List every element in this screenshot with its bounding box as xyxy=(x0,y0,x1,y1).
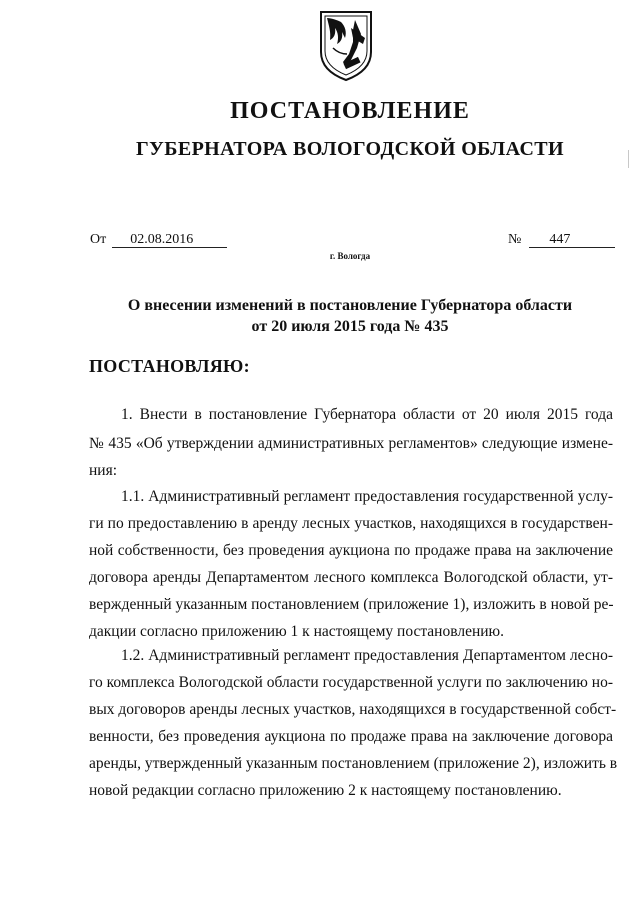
body-line: 1. Внести в постановление Губернатора области от 20 июля 2015 года xyxy=(121,406,613,423)
subject-line: от 20 июля 2015 года № 435 xyxy=(251,318,449,335)
body-line: аренды, утвержденный указанным постановлением (приложение 2), изложить в xyxy=(89,755,618,772)
body-line: договора аренды Департаментом лесного комплекса Вологодской области, ут- xyxy=(89,569,613,586)
body-line: ной собственности, без проведения аукциона по продаже права на заключение xyxy=(89,542,613,559)
body-line: дакции согласно приложению 1 к настоящему постановлению. xyxy=(89,623,504,640)
body-line: 1.1. Административный регламент предоставления государственной услу- xyxy=(121,488,613,505)
number-value: 447 xyxy=(529,233,615,248)
document-subject xyxy=(0,295,640,337)
document-subtitle: ГУБЕРНАТОРА ВОЛОГОДСКОЙ ОБЛАСТИ xyxy=(136,138,564,160)
number-prefix: № xyxy=(508,232,522,247)
body-line: новой редакции согласно приложению 2 к настоящему постановлению. xyxy=(89,782,562,799)
body-line: ги по предоставлению в аренду лесных участков, находящихся в государствен- xyxy=(89,515,613,532)
document-title: ПОСТАНОВЛЕНИЕ xyxy=(230,98,470,124)
body-line: 1.2. Административный регламент предоставления Департаментом лесно- xyxy=(121,647,613,664)
body-line: го комплекса Вологодской области государственной услуги по заключению но- xyxy=(89,674,613,691)
date-value: 02.08.2016 xyxy=(112,233,227,248)
body-line: № 435 «Об утверждении административных регламентов» следующие измене- xyxy=(89,435,613,452)
subject-line: О внесении изменений в постановление Губернатора области xyxy=(127,297,573,314)
coat-of-arms-emblem xyxy=(317,8,375,82)
city-label: г. Вологда xyxy=(329,251,371,261)
number-field xyxy=(508,232,615,248)
body-line: ния: xyxy=(89,462,118,479)
body-line: вых договоров аренды лесных участков, находящихся в государственной собст- xyxy=(89,701,617,718)
date-prefix: От xyxy=(90,232,107,247)
scan-edge-mark xyxy=(628,150,629,168)
body-line: венности, без проведения аукциона по продаже права на заключение договора xyxy=(89,728,613,745)
decree-heading: ПОСТАНОВЛЯЮ: xyxy=(89,356,250,376)
date-field xyxy=(90,232,227,248)
body-line: вержденный указанным постановлением (приложение 1), изложить в новой ре- xyxy=(89,596,614,613)
